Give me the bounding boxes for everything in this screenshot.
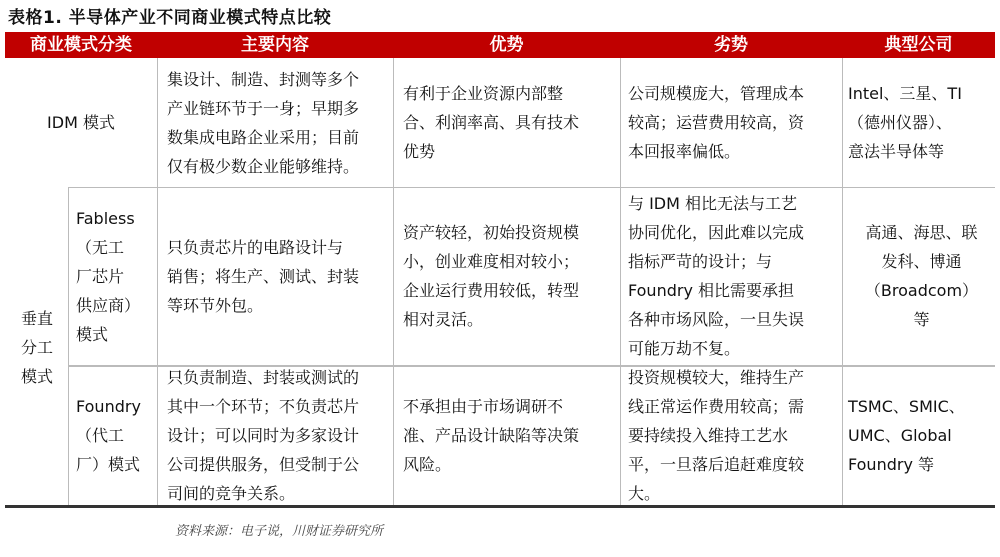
cell-line: 小，创业难度相对较小； xyxy=(403,252,580,271)
divider xyxy=(393,58,394,506)
foundry-name-cell xyxy=(76,366,157,505)
cell-line: 指标严苛的设计；与 xyxy=(628,252,773,271)
cell-line: （代工 xyxy=(76,426,125,445)
cell-line: Intel、三星、TI xyxy=(848,84,962,103)
cell-line: 其中一个环节；不负责芯片 xyxy=(167,397,360,416)
cell-line: 发科、博通 xyxy=(881,252,962,271)
cell-line: 各种市场风险，一旦失误 xyxy=(628,310,805,329)
cell-line: 数集成电路企业采用；目前 xyxy=(167,127,360,147)
cell-line: 合、利润率高、具有技术 xyxy=(403,113,580,132)
cell-line: 设计；可以同时为多家设计 xyxy=(167,426,360,445)
fabless-cons-cell xyxy=(628,187,842,365)
cell-line: 投资规模较大，维持生产 xyxy=(628,368,805,387)
fabless-name-cell xyxy=(76,187,157,365)
cell-line: 线正常运作费用较高；需 xyxy=(628,397,805,416)
divider xyxy=(157,58,158,506)
cell-line: 相对灵活。 xyxy=(403,310,484,329)
cell-line: （德州仪器）、 xyxy=(848,113,953,132)
cell-line: Foundry xyxy=(76,397,141,416)
cell-line: 仅有极少数企业能够维持。 xyxy=(167,156,360,176)
cell-line: 企业运行费用较低，转型 xyxy=(403,281,580,300)
foundry-pros-cell xyxy=(403,366,620,505)
idm-content-cell xyxy=(167,58,393,187)
cell-line: 只负责制造、封装或测试的 xyxy=(167,368,360,387)
cell-line: Foundry 等 xyxy=(848,455,934,474)
foundry-companies-cell xyxy=(848,366,995,505)
cell-line: Foundry 相比需要承担 xyxy=(628,281,794,300)
cell-line: 模式 xyxy=(20,367,53,386)
cell-line: 公司规模庞大，管理成本 xyxy=(628,84,805,103)
cell-line: 不承担由于市场调研不 xyxy=(403,397,564,416)
bottom-rule xyxy=(5,505,995,508)
cell-line: 本回报率偏低。 xyxy=(628,142,741,161)
idm-pros-cell xyxy=(403,58,620,187)
cell-line: 只负责芯片的电路设计与 xyxy=(167,237,344,257)
header-category: 商业模式分类 xyxy=(30,35,132,55)
cell-line: 供应商） xyxy=(76,295,141,315)
cell-line: 厂芯片 xyxy=(76,266,125,286)
cell-line: 平，一旦落后追赶难度较 xyxy=(628,455,805,474)
table-title: 表格1. 半导体产业不同商业模式特点比较 xyxy=(8,8,332,28)
cell-line: （Broadcom） xyxy=(864,281,979,300)
header-content: 主要内容 xyxy=(241,35,309,55)
header-pros: 优势 xyxy=(489,35,524,55)
cell-line: 准、产品设计缺陷等决策 xyxy=(403,426,580,445)
foundry-content-cell xyxy=(167,366,393,505)
cell-line: 分工 xyxy=(20,338,53,357)
cell-line: 销售；将生产、测试、封装 xyxy=(167,266,360,286)
cell-line: 公司提供服务，但受制于公 xyxy=(167,455,360,474)
cell-line: 模式 xyxy=(76,324,109,344)
cell-line: 意法半导体等 xyxy=(848,142,945,161)
cell-line: 高通、海思、联 xyxy=(865,223,978,242)
divider xyxy=(68,187,69,506)
cell-line: 厂）模式 xyxy=(76,455,141,474)
source-note: 资料来源：电子说，川财证券研究所 xyxy=(175,524,384,539)
cell-line: TSMC、SMIC、 xyxy=(848,397,965,416)
foundry-cons-cell xyxy=(628,366,842,505)
cell-line: IDM 模式 xyxy=(47,113,115,132)
cell-line: 优势 xyxy=(403,142,436,161)
table-header xyxy=(5,32,995,58)
cell-line: 等 xyxy=(913,310,930,329)
fabless-pros-cell xyxy=(403,187,620,365)
idm-companies-cell xyxy=(848,58,995,187)
cell-line: 可能万劫不复。 xyxy=(628,339,741,358)
header-companies: 典型公司 xyxy=(884,35,953,55)
cell-line: 产业链环节于一身；早期多 xyxy=(167,98,360,118)
cell-line: 司间的竞争关系。 xyxy=(167,484,296,503)
divider xyxy=(842,58,843,506)
cell-line: UMC、Global xyxy=(848,426,952,445)
cell-line: Fabless xyxy=(76,208,135,228)
cell-line: （无工 xyxy=(76,237,125,257)
divider xyxy=(620,58,621,506)
cell-line: 大。 xyxy=(628,484,661,503)
cell-line: 与 IDM 相比无法与工艺 xyxy=(628,194,798,213)
cell-line: 协同优化，因此难以完成 xyxy=(628,223,805,242)
fabless-content-cell xyxy=(167,187,393,365)
fabless-companies-cell xyxy=(848,187,995,365)
cell-line: 资产较轻，初始投资规模 xyxy=(403,223,580,242)
cell-line: 集设计、制造、封测等多个 xyxy=(167,69,360,89)
cell-line: 风险。 xyxy=(403,455,452,474)
idm-cons-cell xyxy=(628,58,842,187)
cell-line: 要持续投入维持工艺水 xyxy=(628,426,789,445)
cell-line: 较高；运营费用较高，资 xyxy=(628,113,805,132)
idm-name-cell xyxy=(5,58,157,187)
vertical-division-group-label xyxy=(8,300,66,395)
cell-line: 等环节外包。 xyxy=(167,295,264,315)
cell-line: 有利于企业资源内部整 xyxy=(403,84,564,103)
cell-line: 垂直 xyxy=(20,309,53,328)
header-cons: 劣势 xyxy=(714,35,748,55)
